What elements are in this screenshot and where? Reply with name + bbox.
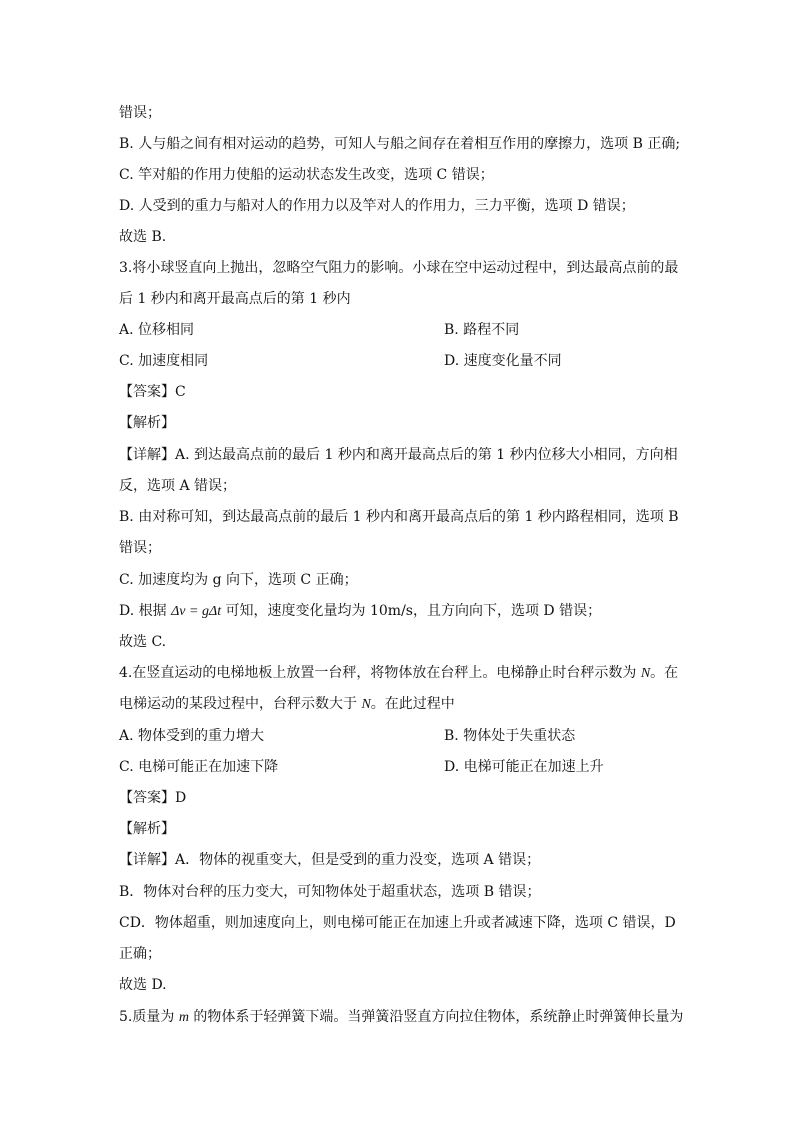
- question-4-stem-cont: [119, 697, 455, 712]
- symbol-m: m: [178, 1010, 189, 1025]
- q3-detail-text: 可知，速度变化量均为 10m/s，且方向向下，选项 D 错误；: [225, 603, 602, 619]
- q3-detail-line: B. 由对称可知，到达最高点前的最后 1 秒内和离开最高点后的第 1 秒内路程相同，选项 B: [119, 509, 679, 525]
- q3-detail-line: 反，选项 A 错误；: [119, 478, 237, 494]
- q3-detail-text: D. 根据: [119, 603, 167, 619]
- question-4-stem: [119, 666, 678, 681]
- formula-delta-v: Δv = gΔt: [171, 604, 222, 619]
- q3-option-a: A. 位移相同: [119, 322, 195, 338]
- question-3-stem: 3.将小球竖直向上抛出，忽略空气阻力的影响。小球在空中运动过程中，到达最高点前的最: [119, 260, 679, 276]
- q3-conclusion: 故选 C.: [119, 634, 167, 650]
- q3-option-d: D. 速度变化量不同: [444, 353, 562, 369]
- text-line: 故选 B.: [119, 229, 167, 245]
- question-3-stem-cont: 后 1 秒内和离开最高点后的第 1 秒内: [119, 291, 351, 307]
- q3-answer: 【答案】C: [119, 384, 186, 400]
- q4-detail-line: CD．物体超重，则加速度向上，则电梯可能正在加速上升或者减速下降，选项 C 错误，D: [119, 915, 676, 931]
- q3-detail-line: C. 加速度均为 g 向下，选项 C 正确；: [119, 572, 358, 588]
- q3-detail-line: 错误；: [119, 540, 161, 556]
- q4-stem-text: 4.在竖直运动的电梯地板上放置一台秤，将物体放在台秤上。电梯静止时台秤示数为: [119, 665, 641, 681]
- text-line: B. 人与船之间有相对运动的趋势，可知人与船之间存在着相互作用的摩擦力，选项 B 正确;: [119, 136, 681, 152]
- q3-analysis-heading: 【解析】: [119, 415, 175, 431]
- q4-option-a: A. 物体受到的重力增大: [119, 728, 265, 744]
- q3-option-c: C. 加速度相同: [119, 353, 209, 369]
- q4-detail-line: B．物体对台秤的压力变大，可知物体处于超重状态，选项 B 错误；: [119, 884, 541, 900]
- question-5-stem: [119, 1010, 683, 1025]
- q5-stem-text: 的物体系于轻弹簧下端。当弹簧沿竖直方向拉住物体，系统静止时弹簧伸长量为: [188, 1009, 684, 1025]
- q4-option-d: D. 电梯可能正在加速上升: [444, 759, 604, 775]
- q4-stem-text: 电梯运动的某段过程中，台秤示数大于: [119, 696, 362, 712]
- q4-option-b: B. 物体处于失重状态: [444, 728, 576, 744]
- symbol-n: N: [361, 697, 371, 712]
- text-line: D. 人受到的重力与船对人的作用力以及竿对人的作用力，三力平衡，选项 D 错误；: [119, 198, 635, 214]
- q4-detail-line: 【详解】A．物体的视重变大，但是受到的重力没变，选项 A 错误；: [119, 852, 541, 868]
- q4-answer: 【答案】D: [119, 790, 187, 806]
- q4-stem-text: 。在: [650, 665, 679, 681]
- text-line: 错误；: [119, 105, 161, 121]
- text-line: C. 竿对船的作用力使船的运动状态发生改变，选项 C 错误；: [119, 167, 494, 183]
- symbol-n: N: [640, 666, 651, 681]
- q3-option-b: B. 路程不同: [444, 322, 520, 338]
- q5-stem-text: 5.质量为: [119, 1009, 179, 1025]
- q4-analysis-heading: 【解析】: [119, 821, 175, 837]
- q4-detail-line: 正确；: [119, 946, 161, 962]
- q3-detail-line: 【详解】A. 到达最高点前的最后 1 秒内和离开最高点后的第 1 秒内位移大小相同，方向相: [119, 447, 678, 463]
- q4-option-c: C. 电梯可能正在加速下降: [119, 759, 279, 775]
- q3-detail-line: [119, 604, 601, 619]
- q4-conclusion: 故选 D.: [119, 977, 167, 993]
- q4-stem-text: 。在此过程中: [370, 696, 455, 712]
